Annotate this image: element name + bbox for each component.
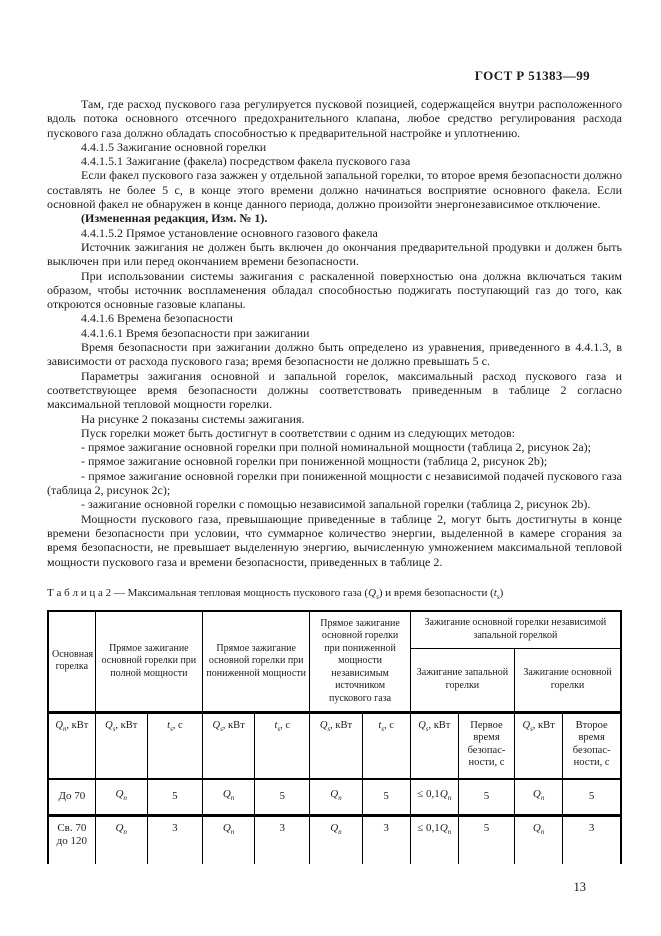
standard-designation: ГОСТ Р 51383—99	[474, 68, 590, 83]
list-item: - прямое зажигание основной горелки при пониженной мощности с независимой подачей пускового газа (таблица 2, рисунок 2c);	[47, 468, 622, 498]
unit-cell: $t_s$, с	[147, 712, 202, 779]
cell: $Q_n$	[95, 815, 147, 864]
unit-cell: $t_s$, с	[255, 712, 310, 779]
list-item: - прямое зажигание основной горелки при пониженной мощности (таблица 2, рисунок 2b);	[81, 454, 548, 469]
header-group-full-power: Прямое зажигание основной горелки при полной мощности	[95, 611, 202, 713]
paragraph: На рисунке 2 показаны системы зажигания.	[81, 411, 305, 426]
unit-cell-second-safety-time: Второе время безопас-ности, с	[563, 712, 621, 779]
paragraph: Если факел пускового газа зажжен у отдельной запальной горелки, то второе время безопасности должно составлять не более 5 с, в конце этого времени должно начинаться восприятие основного факела. Если основной факел не обнаружен в конце данного периода, должно произойти энергонезависимое отключение.	[47, 168, 622, 212]
cell: 5	[458, 815, 514, 864]
cell-range: Св. 70 до 120	[48, 815, 95, 864]
cell: 5	[563, 779, 621, 816]
cell: $Q_n$	[310, 815, 362, 864]
section-heading-44161: 4.4.1.6.1 Время безопасности при зажигании	[81, 325, 310, 340]
unit-cell: $Q_s$, кВт	[95, 712, 147, 779]
header-group-independent-source: Прямое зажигание основной горелки при пониженной мощности независимым источником пускового газа	[310, 611, 410, 713]
paragraph: Мощности пускового газа, превышающие приведенные в таблице 2, могут быть достигнуты в конце времени безопасности при условии, что суммарное количество энергии, выделенной в камере сгорания за время безопасности, не превышает выделенную энергию, вычисленную умножением максимальной тепловой мощности пускового газа и времени безопасности, приведенных в таблице 2.	[47, 511, 622, 569]
unit-cell: $t_s$, с	[362, 712, 410, 779]
cell: 5	[458, 779, 514, 816]
page-number: 13	[573, 879, 586, 894]
cell: 3	[563, 815, 621, 864]
paragraph: Там, где расход пускового газа регулируется пусковой позицией, содержащейся внутри расположенного вдоль потока основного отсечного предохранительного клапана, любое средство регулирования расхода пускового газа должно обладать способностью к предварительной настройке и уплотнению.	[47, 97, 622, 140]
unit-cell: $Q_s$, кВт	[410, 712, 458, 779]
header-subgroup-pilot-ignition: Зажигание запальной горелки	[410, 648, 514, 712]
body-text	[47, 97, 622, 569]
table-row-up-to-70	[48, 779, 621, 816]
cell: $Q_n$	[515, 779, 563, 816]
paragraph: Источник зажигания не должен быть включен до окончания предварительной продувки и должен быть выключен при или перед окончанием времени безопасности.	[47, 239, 622, 269]
section-heading-44151: 4.4.1.5.1 Зажигание (факела) посредством факела пускового газа	[81, 154, 411, 169]
paragraph: Пуск горелки может быть достигнут в соответствии с одним из следующих методов:	[81, 425, 516, 440]
cell: 3	[147, 815, 202, 864]
paragraph: При использовании системы зажигания с раскаленной поверхностью она должна включаться таким образом, чтобы источник воспламенения обладал способностью поджигать поступающий газ до того, как откроются основные газовые клапаны.	[47, 268, 622, 312]
paragraph: Параметры зажигания основной и запальной горелок, максимальный расход пускового газа и соответствующее время безопасности должны соответствовать приведенным в таблице 2 согласно максимальной тепловой мощности горелки.	[47, 368, 622, 412]
cell: 5	[147, 779, 202, 816]
cell: 5	[255, 779, 310, 816]
table-caption: Т а б л и ц а 2 — Максимальная тепловая мощность пускового газа $(Q_s)$ и время безопасности $(t_s)$	[47, 586, 504, 601]
header-group-independent-pilot: Зажигание основной горелки независимой запальной горелкой	[410, 611, 621, 649]
amendment-note: (Измененная редакция, Изм. № 1).	[81, 211, 268, 226]
unit-cell-first-safety-time: Первое время безопас-ности, с	[458, 712, 514, 779]
cell: $Q_n$	[95, 779, 147, 816]
cell: 3	[362, 815, 410, 864]
cell: $Q_n$	[310, 779, 362, 816]
cell-range: До 70	[48, 779, 95, 816]
table-2	[47, 610, 622, 864]
cell: $Q_n$	[203, 779, 255, 816]
section-heading-44152: 4.4.1.5.2 Прямое установление основного газового факела	[81, 225, 378, 240]
list-item: - прямое зажигание основной горелки при полной номинальной мощности (таблица 2, рисунок 2a);	[81, 440, 591, 455]
section-heading-4416: 4.4.1.6 Времена безопасности	[81, 311, 233, 326]
cell: $Q_n$	[203, 815, 255, 864]
cell: $Q_n$	[515, 815, 563, 864]
units-row	[48, 712, 621, 779]
unit-cell: $Q_n$, кВт	[48, 712, 95, 779]
table-row-70-to-120	[48, 815, 621, 864]
header-subgroup-main-ignition: Зажигание основной горелки	[515, 648, 621, 712]
unit-cell: $Q_s$, кВт	[515, 712, 563, 779]
cell: 5	[362, 779, 410, 816]
paragraph: Время безопасности при зажигании должно быть определено из уравнения, приведенного в 4.4.1.3, в зависимости от расхода пускового газа; время безопасности не должно превышать 5 с.	[47, 340, 622, 369]
section-heading-4415: 4.4.1.5 Зажигание основной горелки	[81, 139, 267, 154]
list-item: - зажигание основной горелки с помощью независимой запальной горелки (таблица 2, рисунок 2b).	[81, 497, 591, 512]
cell: ≤ $0,1Q_n$	[410, 779, 458, 816]
header-group-reduced-power: Прямое зажигание основной горелки при пониженной мощности	[203, 611, 310, 713]
cell: ≤ $0,1Q_n$	[410, 815, 458, 864]
cell: 3	[255, 815, 310, 864]
header-row-groups	[48, 611, 621, 649]
unit-cell: $Q_s$, кВт	[310, 712, 362, 779]
unit-cell: $Q_s$, кВт	[203, 712, 255, 779]
header-main-burner: Основная горелка	[48, 611, 95, 713]
